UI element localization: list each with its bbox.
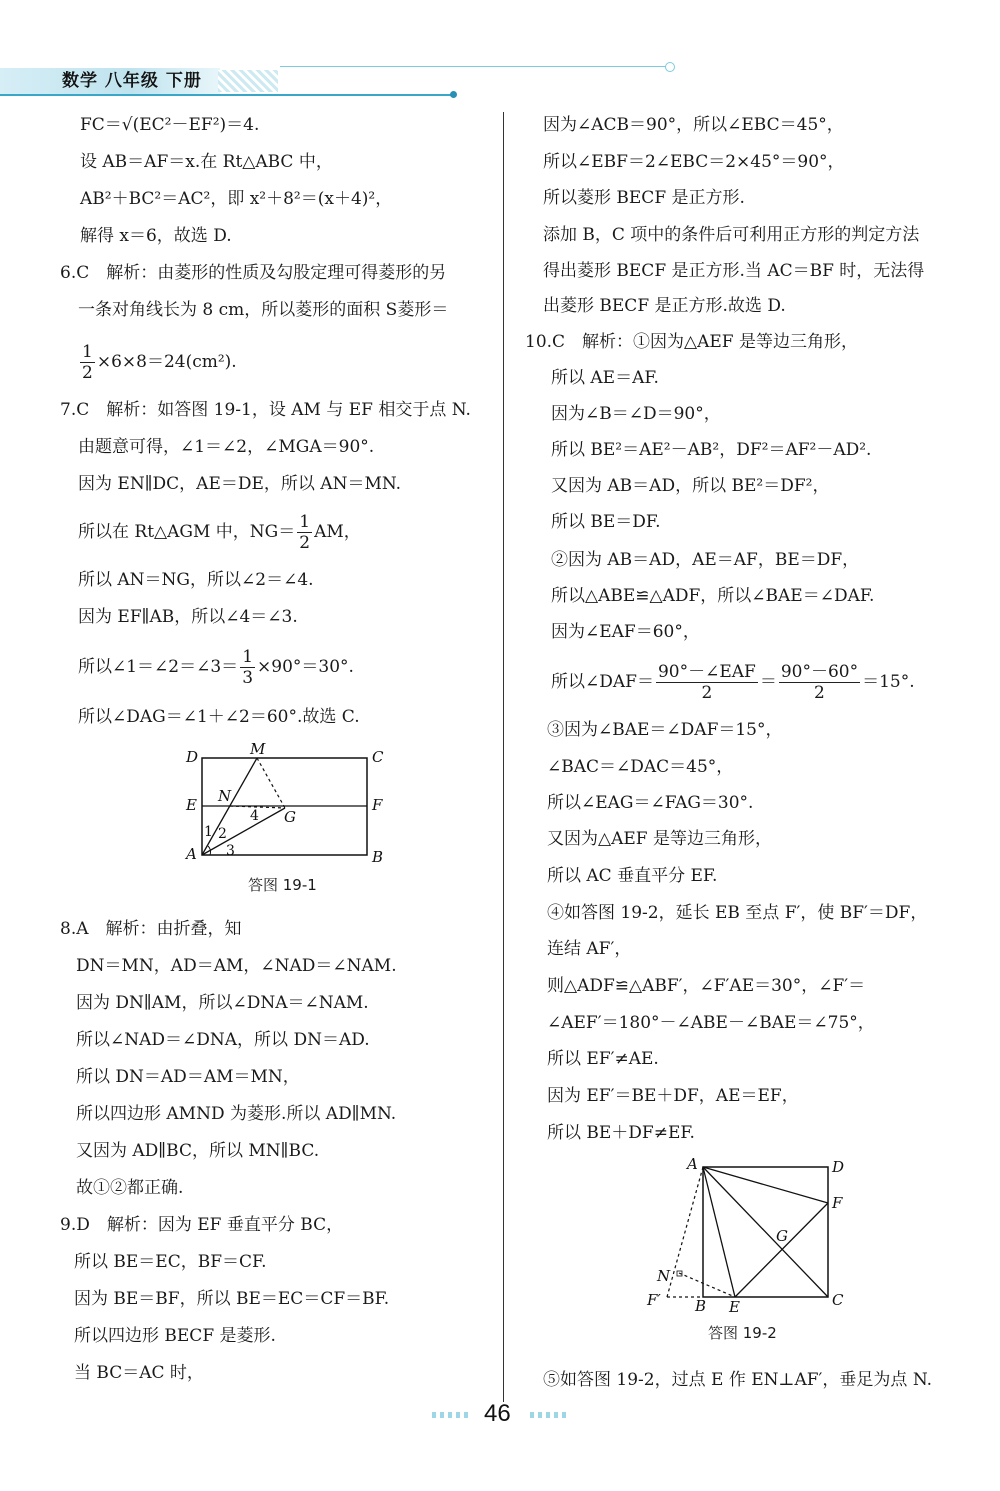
fraction-half: $\frac{1}{2}$ — [82, 342, 93, 383]
answer-6: 6.C 解析：由菱形的性质及勾股定理可得菱形的另 — [60, 263, 447, 283]
label-E: E — [729, 1298, 740, 1315]
label-N: N — [657, 1267, 671, 1285]
label-G: G — [284, 808, 296, 826]
formula-line: 所以∠1＝∠2＝∠3＝ $\frac{1}{3}$ ×90°＝30°. — [78, 647, 354, 688]
formula-line: 所以在 Rt△AGM 中，NG＝ $\frac{1}{2}$ AM， — [78, 512, 361, 553]
figure-19-2 — [645, 1155, 855, 1315]
text-line: 所以∠DAG＝∠1＋∠2＝60°.故选 C. — [78, 707, 360, 727]
text-line: 所以△ABE≌△ADF，所以∠BAE＝∠DAF. — [551, 586, 875, 606]
label-E: E — [186, 796, 197, 814]
text-line: 又因为△AEF 是等边三角形， — [547, 829, 772, 849]
label-F-prime: F′ — [647, 1291, 661, 1309]
text-line: 因为∠ACB＝90°，所以∠EBC＝45°， — [543, 115, 844, 135]
text-line: FC＝√(EC²－EF²)＝4. — [80, 115, 260, 135]
fraction-half: $\frac{1}{2}$ — [299, 512, 311, 553]
label-D: D — [832, 1158, 845, 1176]
text-line: 得出菱形 BECF 是正方形.当 AC＝BF 时，无法得 — [543, 261, 925, 281]
label-angle-4: 4 — [250, 808, 259, 824]
text-line: 所以 AE＝AF. — [551, 368, 659, 388]
fraction-third: $\frac{1}{3}$ — [242, 647, 254, 688]
page-header — [0, 60, 1000, 100]
figure-19-1 — [180, 738, 400, 873]
text-line: 因为 BE＝BF，所以 BE＝EC＝CF＝BF. — [74, 1289, 390, 1309]
label-B: B — [695, 1297, 707, 1315]
text-line: 所以∠EAG＝∠FAG＝30°. — [547, 793, 754, 813]
label-G: G — [776, 1227, 788, 1245]
figure-caption: 答图 19-2 — [708, 1324, 777, 1342]
text-line: 由题意可得，∠1＝∠2，∠MGA＝90°. — [78, 437, 375, 457]
fraction-daf-1: $\frac{\text{90°－∠EAF}}{2}$ — [657, 662, 756, 703]
text-line: ④如答图 19-2，延长 EB 至点 F′，使 BF′＝DF， — [547, 903, 928, 923]
label-C: C — [832, 1291, 844, 1309]
text-line: 所以四边形 AMND 为菱形.所以 AD∥MN. — [76, 1104, 397, 1124]
text-line: 所以∠EBF＝2∠EBC＝2×45°＝90°， — [543, 152, 845, 172]
text-line: 所以 BE＝EC，BF＝CF. — [74, 1252, 267, 1272]
header-pattern — [218, 70, 278, 92]
text-line: 因为∠EAF＝60°， — [551, 622, 700, 642]
text-line: 故①②都正确. — [76, 1178, 184, 1198]
label-angle-1: 1 — [204, 824, 213, 840]
figure-caption: 答图 19-1 — [248, 876, 317, 894]
text-line: 因为 EF∥AB，所以∠4＝∠3. — [78, 607, 298, 627]
text-line: ⑤如答图 19-2，过点 E 作 EN⊥AF′，垂足为点 N. — [543, 1370, 933, 1390]
column-divider — [503, 112, 504, 1402]
text-line: 又因为 AB＝AD，所以 BE²＝DF²， — [551, 476, 830, 496]
text-line: ∠BAC＝∠DAC＝45°， — [547, 757, 734, 777]
label-F: F — [832, 1194, 843, 1212]
text-line: 当 BC＝AC 时， — [74, 1363, 204, 1383]
header-rule-top — [280, 66, 668, 67]
text-line: 因为∠B＝∠D＝90°， — [551, 404, 721, 424]
text-line: 出菱形 BECF 是正方形.故选 D. — [543, 296, 786, 316]
answer-7: 7.C 解析：如答图 19-1，设 AM 与 EF 相交于点 N. — [60, 400, 471, 420]
label-A: A — [186, 845, 197, 863]
answer-10: 10.C 解析：①因为△AEF 是等边三角形， — [525, 332, 859, 352]
label-F: F — [372, 796, 383, 814]
label-C: C — [372, 748, 384, 766]
text-line: 添加 B，C 项中的条件后可利用正方形的判定方法 — [543, 225, 920, 245]
text-line: 所以菱形 BECF 是正方形. — [543, 188, 745, 208]
text-line: 解得 x＝6，故选 D. — [80, 226, 232, 246]
text-line: ②因为 AB＝AD，AE＝AF，BE＝DF， — [551, 550, 860, 570]
text-line: 又因为 AD∥BC，所以 MN∥BC. — [76, 1141, 320, 1161]
header-dot-icon — [665, 62, 675, 72]
text-line: 连结 AF′， — [547, 939, 632, 959]
text-line: 所以 DN＝AD＝AM＝MN， — [76, 1067, 300, 1087]
text-line: AB²＋BC²＝AC²，即 x²＋8²＝(x＋4)²， — [80, 189, 393, 209]
answer-9: 9.D 解析：因为 EF 垂直平分 BC， — [60, 1215, 344, 1235]
page-number: 46 — [484, 1400, 511, 1427]
text-line: DN＝MN，AD＝AM，∠NAD＝∠NAM. — [76, 956, 397, 976]
page-number-decoration — [432, 1412, 472, 1418]
text-line: ∠AEF′＝180°－∠ABE－∠BAE＝∠75°， — [547, 1013, 875, 1033]
header-title: 数学 八年级 下册 — [62, 71, 202, 91]
text-line: 设 AB＝AF＝x.在 Rt△ABC 中， — [80, 152, 333, 172]
text-line: 因为 EN∥DC，AE＝DE，所以 AN＝MN. — [78, 474, 402, 494]
label-angle-3: 3 — [226, 843, 235, 859]
text-line: 则△ADF≌△ABF′，∠F′AE＝30°，∠F′＝ — [547, 976, 866, 996]
label-B: B — [372, 848, 384, 866]
label-M: M — [250, 740, 266, 758]
text-line: ③因为∠BAE＝∠DAF＝15°， — [547, 720, 783, 740]
page-number-decoration — [530, 1412, 570, 1418]
text-line: 所以∠NAD＝∠DNA，所以 DN＝AD. — [76, 1030, 370, 1050]
label-angle-2: 2 — [218, 826, 227, 842]
formula-line: 所以∠DAF＝ $\frac{\text{90°－∠EAF}}{2}$ ＝ $\frac{90^\circ-60^\circ}{2}$ ＝15°. — [551, 662, 915, 703]
header-rule-bottom — [0, 94, 452, 96]
fraction-daf-2: $\frac{90^\circ-60^\circ}{2}$ — [780, 662, 859, 703]
text-line: 所以 AN＝NG，所以∠2＝∠4. — [78, 570, 314, 590]
text-line: 所以四边形 BECF 是菱形. — [74, 1326, 276, 1346]
label-A: A — [687, 1155, 698, 1173]
text-line: 所以 BE＋DF≠EF. — [547, 1123, 695, 1143]
text-line: 所以 EF′≠AE. — [547, 1049, 659, 1069]
text-line: 所以 BE＝DF. — [551, 512, 661, 532]
text-line: 所以 BE²＝AE²－AB²，DF²＝AF²－AD². — [551, 440, 872, 460]
label-D: D — [186, 748, 199, 766]
label-N: N — [218, 787, 232, 805]
header-dot-icon — [450, 91, 457, 98]
text-line: 所以 AC 垂直平分 EF. — [547, 866, 718, 886]
text-line: 因为 EF′＝BE＋DF，AE＝EF， — [547, 1086, 799, 1106]
answer-8: 8.A 解析：由折叠，知 — [60, 919, 242, 939]
text-line: 因为 DN∥AM，所以∠DNA＝∠NAM. — [76, 993, 369, 1013]
formula-line: $\frac{1}{2}$ ×6×8＝24(cm²). — [82, 342, 237, 383]
text-line: 一条对角线长为 8 cm，所以菱形的面积 S菱形＝ — [78, 300, 449, 320]
